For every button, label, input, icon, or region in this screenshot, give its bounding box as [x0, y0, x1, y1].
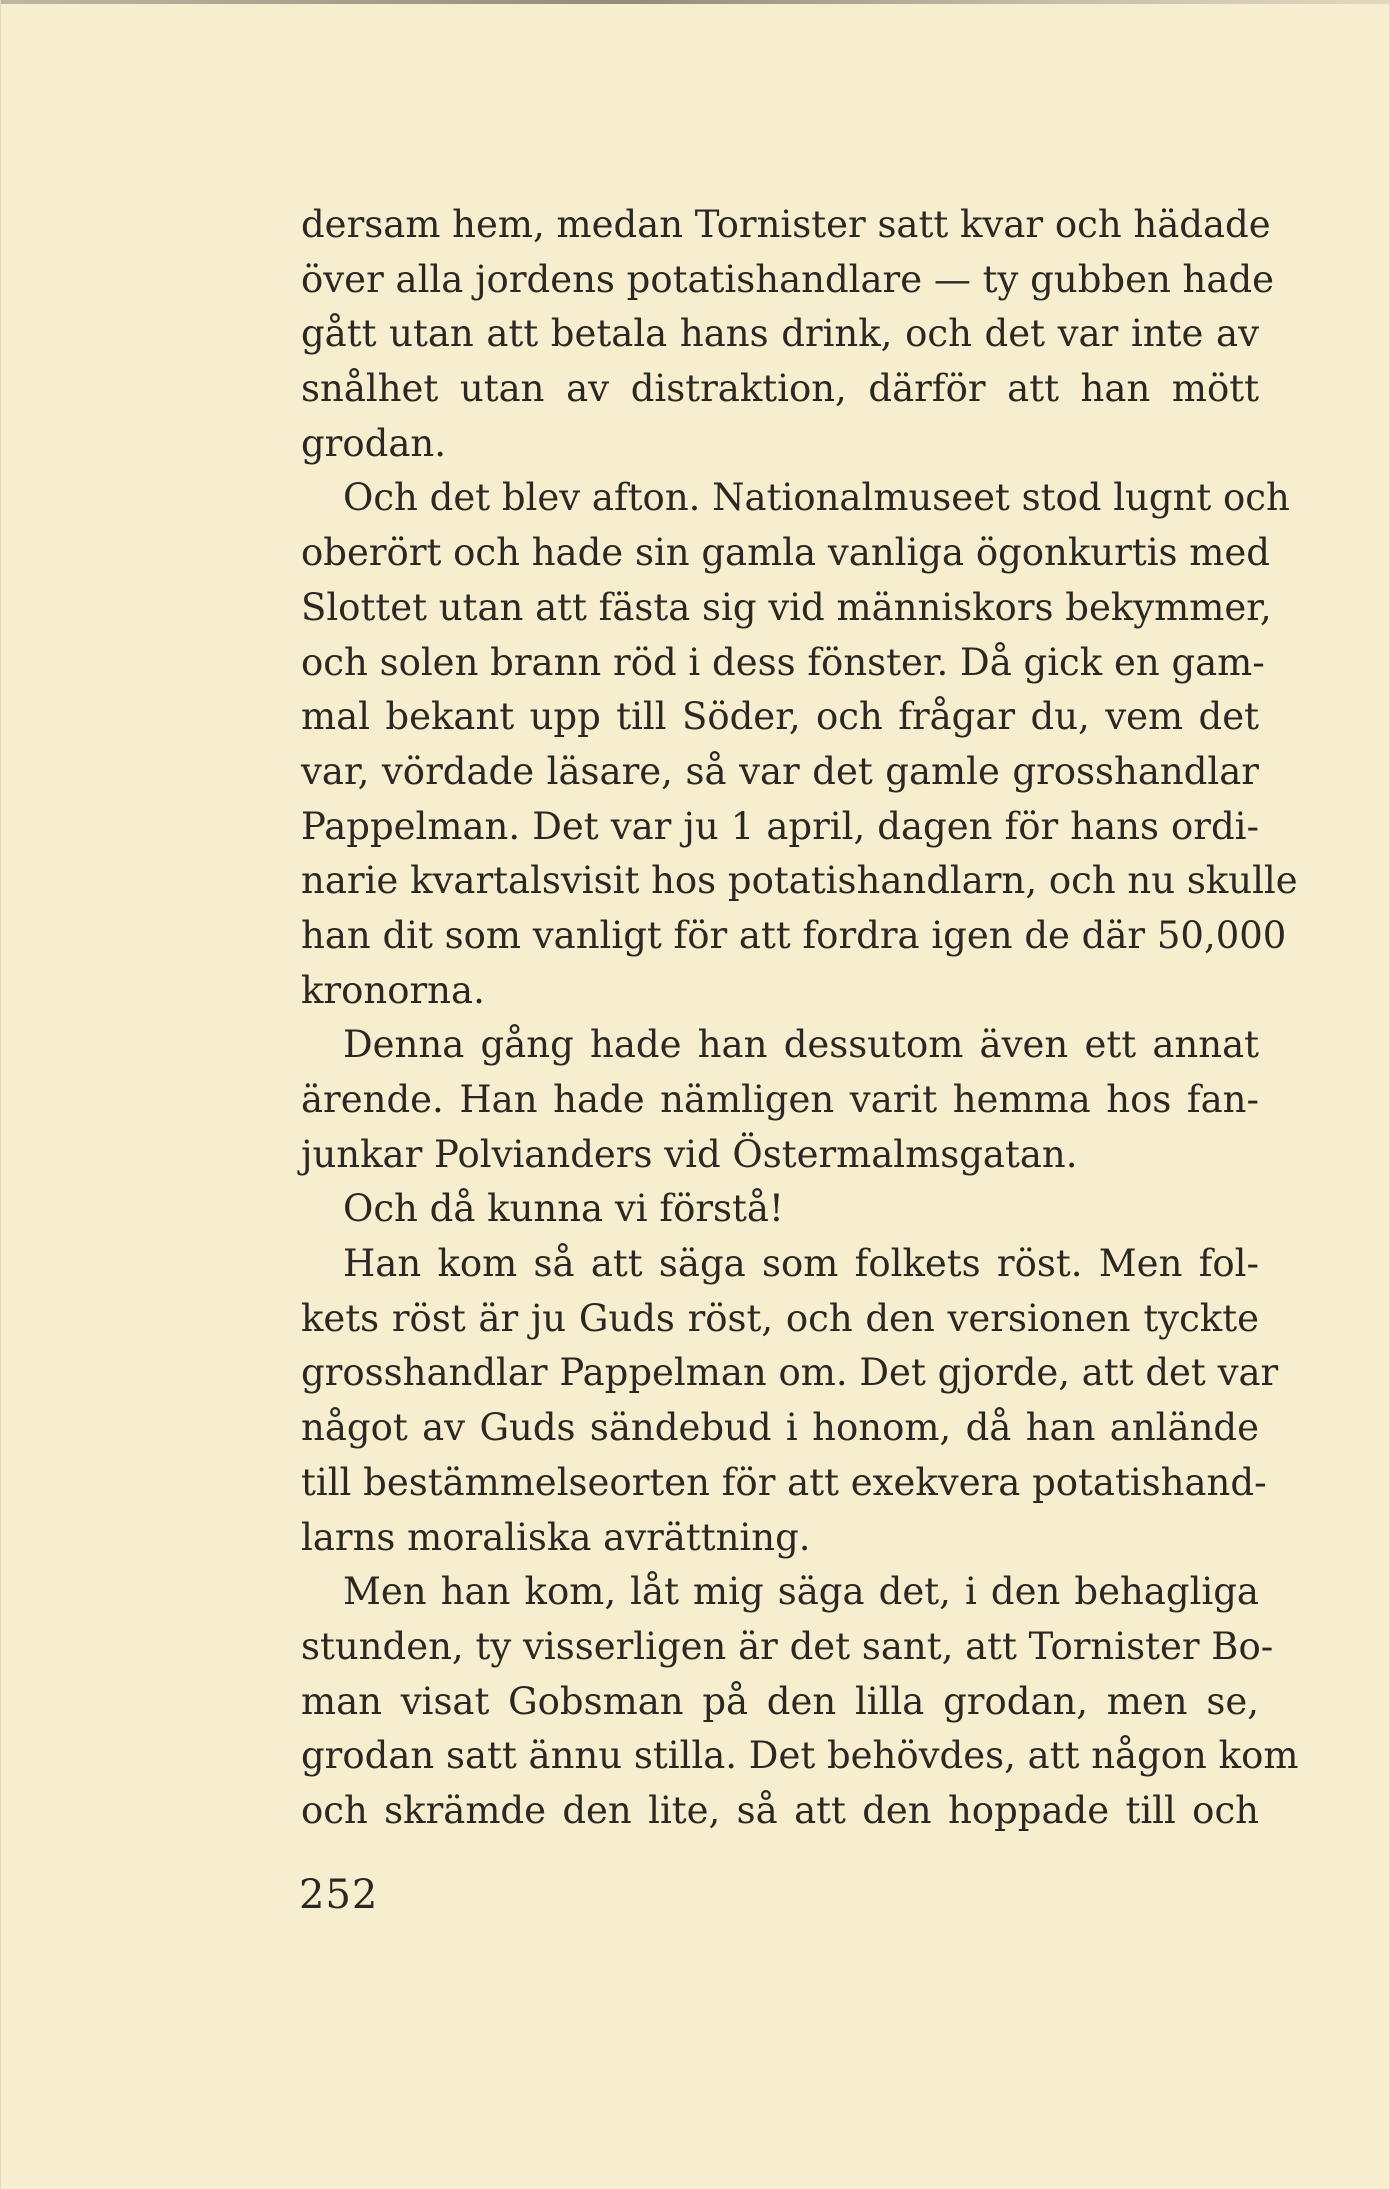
text-line: och skrämde den lite, så att den hoppade till och [301, 1788, 1259, 1832]
text-line: kets röst är ju Guds röst, och den versionen tyckte [301, 1296, 1259, 1340]
body-text [301, 198, 1299, 1839]
text-line: oberört och hade sin gamla vanliga ögonkurtis med [301, 531, 1270, 575]
text-line: och solen brann röd i dess fönster. Då gick en gam- [301, 640, 1265, 684]
text-line: grodan. [301, 421, 446, 465]
text-line: mal bekant upp till Söder, och frågar du, vem det [301, 695, 1259, 739]
text-line: ärende. Han hade nämligen varit hemma hos fan- [301, 1078, 1259, 1121]
text-line: grosshandlar Pappelman om. Det gjorde, att det var [301, 1351, 1279, 1395]
text-line: junkar Polvianders vid Östermalmsgatan. [301, 1132, 1078, 1176]
text-line: något av Guds sändebud i honom, då han anlände [301, 1406, 1259, 1450]
text-line: Pappelman. Det var ju 1 april, dagen för hans ordi- [301, 804, 1259, 848]
text-line: Denna gång hade han dessutom även ett annat [343, 1023, 1259, 1067]
text-line: larns moraliska avrättning. [301, 1515, 811, 1559]
text-line: till bestämmelseorten för att exekvera potatishand- [301, 1460, 1267, 1504]
text-line: grodan satt ännu stilla. Det behövdes, att någon kom [301, 1734, 1299, 1778]
page-top-edge [1, 0, 1390, 4]
text-line: Och då kunna vi förstå! [343, 1187, 784, 1231]
text-line: stunden, ty visserligen är det sant, att Tornister Bo- [301, 1624, 1274, 1668]
text-line: gått utan att betala hans drink, och det var inte av [301, 312, 1259, 356]
text-line: han dit som vanligt för att fordra igen de där 50,000 [301, 913, 1287, 957]
text-line: man visat Gobsman på den lilla grodan, men se, [301, 1679, 1259, 1723]
text-line: över alla jordens potatishandlare — ty gubben hade [301, 257, 1275, 301]
page-number: 252 [299, 1872, 379, 1918]
text-line: Slottet utan att fästa sig vid människors bekymmer, [301, 585, 1272, 629]
text-line: Men han kom, låt mig säga det, i den behagliga [343, 1570, 1259, 1614]
text-line: Och det blev afton. Nationalmuseet stod lugnt och [343, 476, 1290, 520]
text-line: kronorna. [301, 968, 485, 1012]
text-line: var, vördade läsare, så var det gamle grosshandlar [301, 749, 1259, 793]
text-line: dersam hem, medan Tornister satt kvar och hädade [301, 203, 1271, 246]
text-line: narie kvartalsvisit hos potatishandlarn, och nu skulle [301, 859, 1298, 903]
text-line: Han kom så att säga som folkets röst. Men fol- [343, 1242, 1259, 1286]
text-line: snålhet utan av distraktion, därför att han mött [301, 367, 1259, 411]
